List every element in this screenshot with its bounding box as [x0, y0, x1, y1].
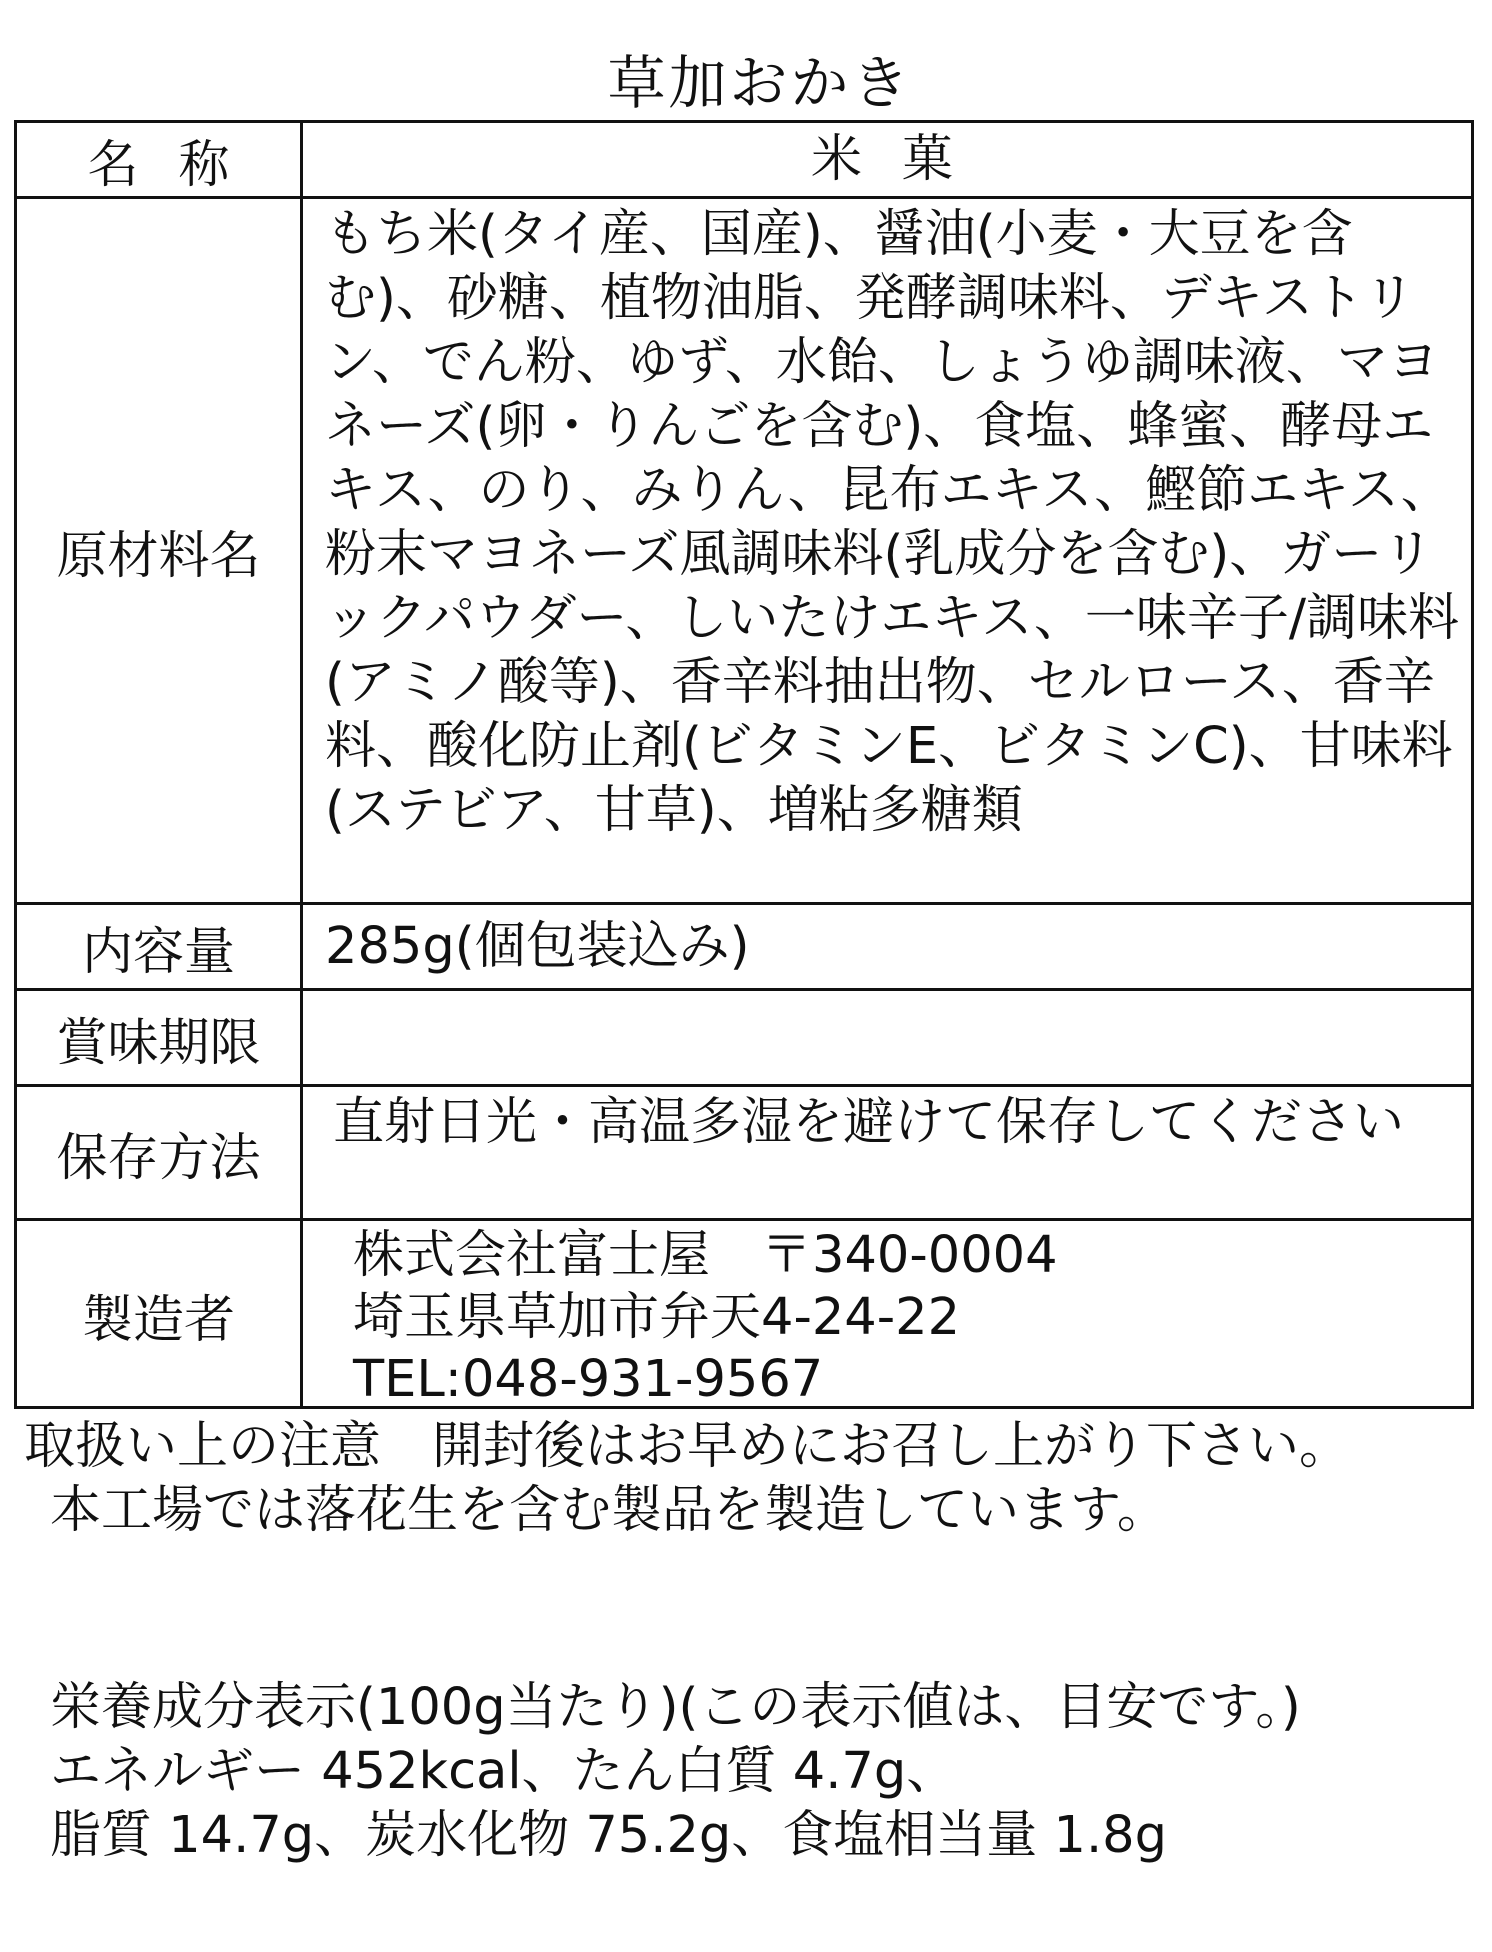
- product-title: 草加おかき: [607, 49, 913, 117]
- notes-section: [24, 1415, 1464, 1543]
- storage-value: 直射日光・高温多湿を避けて保存してください: [333, 1093, 1405, 1152]
- nutrition-header: 栄養成分表示(100g当たり)(この表示値は、目安です。): [50, 1678, 1301, 1737]
- row-best-before: [17, 991, 1471, 1087]
- best-before-label: 賞味期限: [17, 991, 303, 1084]
- name-value: 米菓: [810, 129, 993, 189]
- storage-label: 保存方法: [17, 1087, 303, 1218]
- manufacturer-label: 製造者: [17, 1221, 303, 1409]
- manufacturer-address: 埼玉県草加市弁天4-24-22: [353, 1288, 961, 1347]
- content-label: 内容量: [17, 905, 303, 988]
- name-label: 名称: [17, 123, 303, 196]
- allergen-note: 本工場では落花生を含む製品を製造しています。: [50, 1481, 1168, 1540]
- row-manufacturer: [17, 1221, 1471, 1409]
- manufacturer-tel: TEL:048-931-9567: [353, 1350, 824, 1409]
- ingredients-value: もち米(タイ産、国産)、醤油(小麦・大豆を含む)、砂糖、植物油脂、発酵調味料、デキストリン、でん粉、ゆず、水飴、しょうゆ調味液、マヨネーズ(卵・りんごを含む)、食塩、蜂蜜、酵母エキス、のり、みりん、昆布エキス、鰹節エキス、粉末マヨネーズ風調味料(乳成分を含む)、ガーリックパウダー、しいたけエキス、一味辛子/調味料(アミノ酸等)、香辛料抽出物、セルロース、香辛料、酸化防止剤(ビタミンE、ビタミンC)、甘味料(ステビア、甘草)、増粘多糖類: [325, 205, 1460, 840]
- row-storage: [17, 1087, 1471, 1221]
- nutrition-section: [50, 1676, 1470, 1868]
- nutrition-line-1: エネルギー 452kcal、たん白質 4.7g、: [50, 1742, 958, 1801]
- best-before-value: [303, 991, 1471, 1084]
- content-value: 285g(個包装込み): [325, 916, 750, 976]
- handling-note: 取扱い上の注意 開封後はお早めにお召し上がり下さい。: [24, 1417, 1351, 1476]
- food-label-table: [14, 120, 1474, 1409]
- row-name: [17, 123, 1471, 199]
- ingredients-label: 原材料名: [17, 199, 303, 902]
- manufacturer-company: 株式会社富士屋 〒340-0004: [353, 1226, 1058, 1285]
- manufacturer-value: [303, 1221, 1471, 1409]
- row-ingredients: [17, 199, 1471, 905]
- row-content: [17, 905, 1471, 991]
- nutrition-line-2: 脂質 14.7g、炭水化物 75.2g、食塩相当量 1.8g: [50, 1806, 1167, 1865]
